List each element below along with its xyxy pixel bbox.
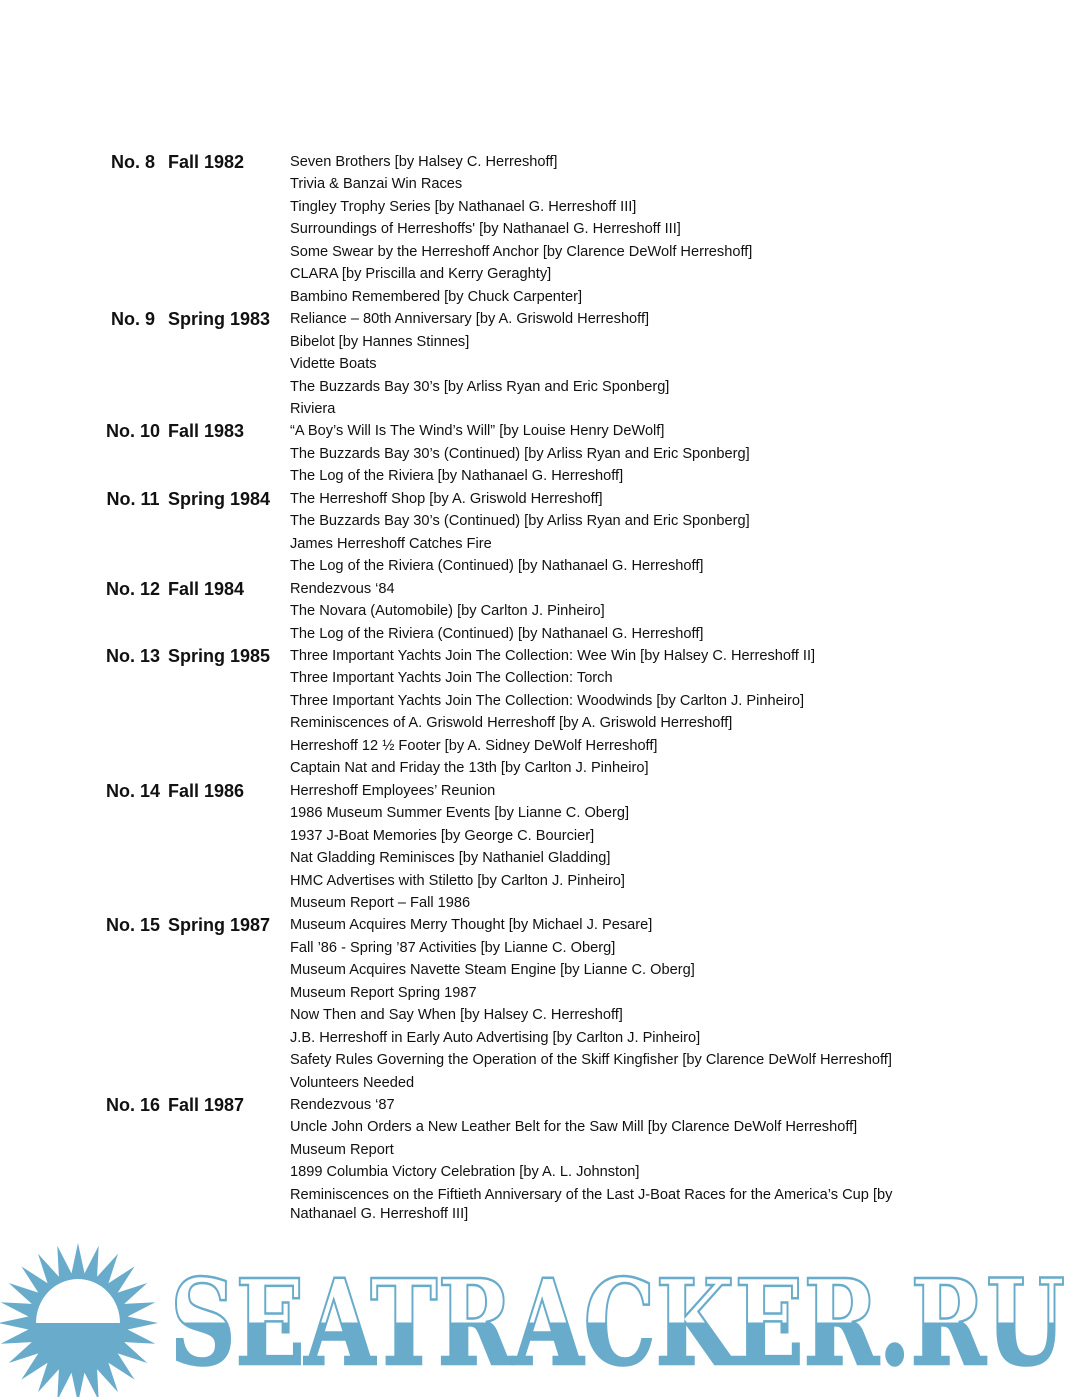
- issue-number: No. 15: [105, 915, 161, 936]
- table-of-contents: [0, 151, 1080, 1226]
- issue-season: Fall 1984: [168, 578, 245, 599]
- article-title: Three Important Yachts Join The Collection: Woodwinds [by Carlton J. Pinheiro]: [290, 692, 805, 709]
- issue-label: [104, 487, 270, 511]
- article-title: Riviera: [290, 400, 336, 417]
- issue-label: [104, 1093, 244, 1117]
- article-title: The Buzzards Bay 30’s [by Arliss Ryan and Eric Sponberg]: [290, 378, 670, 395]
- article-title: 1899 Columbia Victory Celebration [by A. L. Johnston]: [290, 1164, 640, 1181]
- issue-season: Fall 1983: [168, 421, 245, 442]
- article-list: [290, 914, 940, 1094]
- issue-number: No. 13: [105, 645, 161, 666]
- issue-section: [0, 645, 1080, 780]
- article-list: [290, 308, 940, 420]
- issue-number: No. 10: [105, 421, 161, 442]
- article-title: HMC Advertises with Stiletto [by Carlton J. Pinheiro]: [290, 872, 625, 889]
- article-title: Uncle John Orders a New Leather Belt for the Saw Mill [by Clarence DeWolf Herreshoff]: [290, 1119, 858, 1136]
- article-title: The Buzzards Bay 30’s (Continued) [by Arliss Ryan and Eric Sponberg]: [290, 513, 750, 530]
- article-title: James Herreshoff Catches Fire: [290, 535, 492, 552]
- issue-label: [104, 307, 270, 331]
- article-title: The Buzzards Bay 30’s (Continued) [by Arliss Ryan and Eric Sponberg]: [290, 445, 750, 462]
- sun-icon: [0, 1243, 158, 1397]
- issue-number: No. 16: [105, 1095, 161, 1116]
- article-title: CLARA [by Priscilla and Kerry Geraghty]: [290, 266, 552, 283]
- article-list: [290, 151, 940, 308]
- issue-section: [0, 308, 1080, 420]
- issue-section: [0, 914, 1080, 1094]
- issue-number: No. 14: [105, 780, 161, 801]
- issue-season: Spring 1987: [168, 915, 271, 936]
- article-title: The Log of the Riviera (Continued) [by Nathanael G. Herreshoff]: [290, 558, 704, 575]
- issue-label: [104, 150, 244, 174]
- issue-season: Spring 1983: [168, 309, 271, 330]
- article-title: Captain Nat and Friday the 13th [by Carlton J. Pinheiro]: [290, 760, 649, 777]
- article-title: 1937 J-Boat Memories [by George C. Bourcier]: [290, 827, 595, 844]
- issue-number: No. 9: [110, 309, 155, 330]
- issue-season: Spring 1985: [168, 645, 271, 666]
- issue-section: [0, 578, 1080, 645]
- article-title: Three Important Yachts Join The Collection: Wee Win [by Halsey C. Herreshoff II]: [290, 647, 816, 664]
- article-title: Tingley Trophy Series [by Nathanael G. Herreshoff III]: [290, 198, 637, 215]
- article-title: Now Then and Say When [by Halsey C. Herreshoff]: [290, 1007, 623, 1024]
- article-title: “A Boy’s Will Is The Wind’s Will” [by Louise Henry DeWolf]: [290, 423, 665, 440]
- issue-number: No. 11: [106, 488, 160, 509]
- issue-season: Fall 1982: [168, 152, 245, 172]
- article-title: The Log of the Riviera [by Nathanael G. Herreshoff]: [290, 468, 624, 485]
- article-title: Reliance – 80th Anniversary [by A. Griswold Herreshoff]: [290, 311, 650, 328]
- article-title: Museum Acquires Merry Thought [by Michael J. Pesare]: [290, 917, 653, 934]
- article-title: Museum Report: [290, 1141, 394, 1158]
- article-list: [290, 1094, 940, 1226]
- issue-label: [104, 577, 244, 601]
- issue-number: No. 8: [110, 152, 155, 172]
- article-title: Museum Acquires Navette Steam Engine [by Lianne C. Oberg]: [290, 962, 695, 979]
- article-list: [290, 488, 940, 578]
- issue-label: [104, 779, 244, 803]
- article-title: The Novara (Automobile) [by Carlton J. Pinheiro]: [290, 603, 605, 620]
- article-list: [290, 645, 940, 780]
- article-list: [290, 780, 940, 915]
- article-title: Three Important Yachts Join The Collection: Torch: [290, 670, 613, 687]
- article-title: Bibelot [by Hannes Stinnes]: [290, 333, 470, 350]
- issue-label: [104, 913, 270, 937]
- article-title: Museum Report – Fall 1986: [290, 894, 471, 911]
- watermark-text: SEATRACKER.RU: [170, 1253, 1065, 1392]
- article-title: Trivia & Banzai Win Races: [290, 176, 463, 193]
- issue-label: [104, 644, 270, 668]
- issue-number: No. 12: [105, 578, 161, 599]
- article-title: Reminiscences on the Fiftieth Anniversary of the Last J-Boat Races for the America’s Cup [by Nathanael G. Herreshoff III]: [290, 1186, 893, 1222]
- article-list: [290, 578, 940, 645]
- article-title: Herreshoff Employees’ Reunion: [290, 782, 496, 799]
- issue-label: [104, 419, 244, 443]
- article-title: Museum Report Spring 1987: [290, 984, 477, 1001]
- article-title: Some Swear by the Herreshoff Anchor [by Clarence DeWolf Herreshoff]: [290, 243, 753, 260]
- issue-section: [0, 780, 1080, 915]
- article-title: 1986 Museum Summer Events [by Lianne C. Oberg]: [290, 805, 630, 822]
- article-title: Surroundings of Herreshoffs' [by Nathanael G. Herreshoff III]: [290, 221, 681, 238]
- article-title: The Herreshoff Shop [by A. Griswold Herreshoff]: [290, 490, 603, 507]
- article-title: Reminiscences of A. Griswold Herreshoff [by A. Griswold Herreshoff]: [290, 715, 733, 732]
- seatracker-watermark-logo: [0, 1236, 1080, 1397]
- article-title: Rendezvous ‘87: [290, 1097, 395, 1114]
- article-title: Vidette Boats: [290, 356, 377, 373]
- issue-season: Fall 1987: [168, 1095, 245, 1116]
- issue-section: [0, 1094, 1080, 1226]
- article-title: The Log of the Riviera (Continued) [by Nathanael G. Herreshoff]: [290, 625, 704, 642]
- article-list: [290, 420, 940, 487]
- issue-section: [0, 151, 1080, 308]
- issue-section: [0, 488, 1080, 578]
- article-title: Fall ’86 - Spring ’87 Activities [by Lianne C. Oberg]: [290, 939, 616, 956]
- article-title: Rendezvous ‘84: [290, 580, 395, 597]
- issue-section: [0, 420, 1080, 487]
- article-title: Safety Rules Governing the Operation of the Skiff Kingfisher [by Clarence DeWolf Herreshoff]: [290, 1052, 892, 1069]
- article-title: Volunteers Needed: [290, 1074, 415, 1091]
- article-title: Seven Brothers [by Halsey C. Herreshoff]: [290, 154, 558, 170]
- article-title: Bambino Remembered [by Chuck Carpenter]: [290, 288, 583, 305]
- article-title: Nat Gladding Reminisces [by Nathaniel Gladding]: [290, 850, 611, 867]
- issue-season: Fall 1986: [168, 780, 245, 801]
- issue-season: Spring 1984: [168, 488, 271, 509]
- article-title: Herreshoff 12 ½ Footer [by A. Sidney DeWolf Herreshoff]: [290, 737, 658, 754]
- article-title: J.B. Herreshoff in Early Auto Advertising [by Carlton J. Pinheiro]: [290, 1029, 701, 1046]
